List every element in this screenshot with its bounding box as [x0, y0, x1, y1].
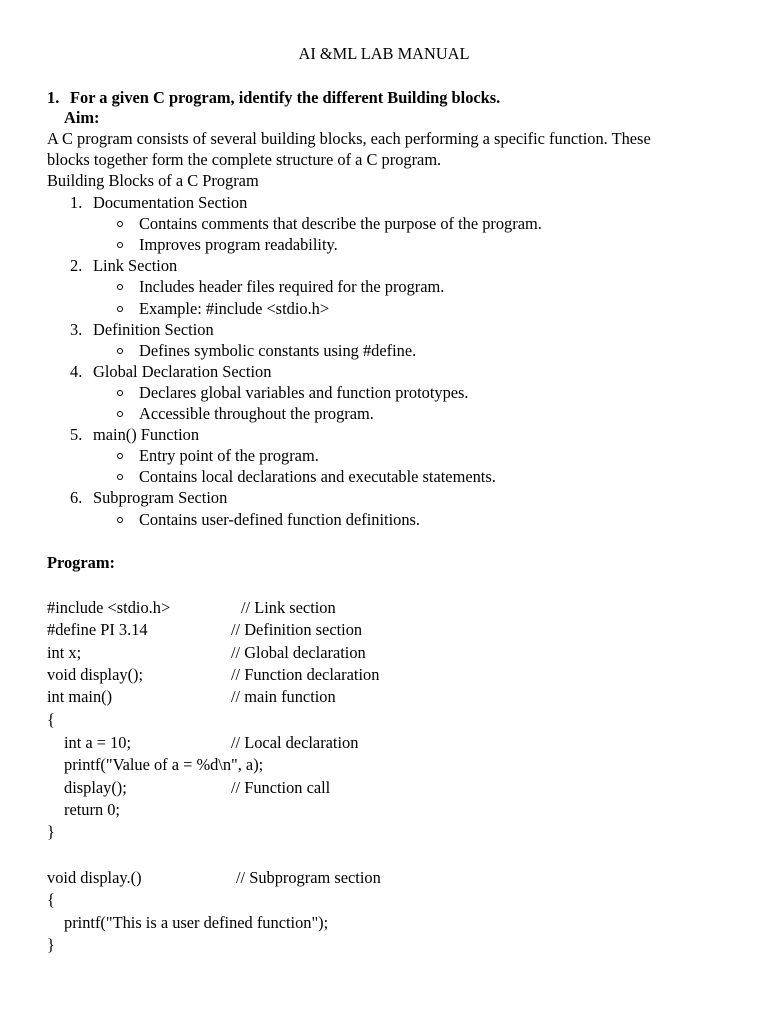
section-title: Definition Section: [93, 320, 214, 339]
bullet-icon: [117, 474, 123, 480]
code-line: void display();: [47, 665, 144, 684]
section-point: Contains local declarations and executable statements.: [139, 467, 496, 486]
code-line: int x;: [47, 643, 82, 662]
section-point: Entry point of the program.: [139, 446, 319, 465]
code-comment: // Subprogram section: [236, 868, 381, 887]
code-line: printf("This is a user defined function");: [64, 913, 329, 932]
section-point: Example: #include <stdio.h>: [139, 299, 330, 318]
document-title: AI &ML LAB MANUAL: [298, 44, 470, 63]
code-line: void display.(): [47, 868, 142, 887]
bullet-icon: [117, 453, 123, 459]
section-point: Accessible throughout the program.: [139, 404, 374, 423]
section-point: Contains comments that describe the purpose of the program.: [139, 214, 542, 233]
section-number: 2.: [70, 256, 83, 275]
code-line: display();: [64, 778, 127, 797]
code-line: #define PI 3.14: [47, 620, 148, 639]
code-line: return 0;: [64, 800, 120, 819]
code-comment: // Function declaration: [231, 665, 380, 684]
section-point: Improves program readability.: [139, 235, 338, 254]
section-title: Global Declaration Section: [93, 362, 272, 381]
bullet-icon: [117, 306, 123, 312]
bullet-icon: [117, 411, 123, 417]
code-comment: // Link section: [241, 598, 336, 617]
section-title: Link Section: [93, 256, 178, 275]
code-line: }: [47, 822, 55, 841]
section-title: Subprogram Section: [93, 488, 228, 507]
code-comment: // main function: [231, 687, 336, 706]
bullet-icon: [117, 390, 123, 396]
task-heading: For a given C program, identify the different Building blocks.: [70, 88, 501, 107]
section-point: Declares global variables and function prototypes.: [139, 383, 469, 402]
code-line: }: [47, 935, 55, 954]
section-title: Documentation Section: [93, 193, 248, 212]
program-label: Program:: [47, 553, 115, 572]
code-line: {: [47, 890, 55, 909]
section-number: 5.: [70, 425, 83, 444]
section-number: 3.: [70, 320, 83, 339]
bullet-icon: [117, 284, 123, 290]
section-number: 1.: [70, 193, 83, 212]
code-line: #include <stdio.h>: [47, 598, 171, 617]
section-title: main() Function: [93, 425, 200, 444]
aim-label: Aim:: [64, 108, 100, 127]
section-point: Defines symbolic constants using #define.: [139, 341, 417, 360]
bullet-icon: [117, 517, 123, 523]
code-line: {: [47, 710, 55, 729]
blocks-heading: Building Blocks of a C Program: [47, 171, 259, 190]
section-number: 6.: [70, 488, 83, 507]
aim-text-line-1: A C program consists of several building blocks, each performing a specific function. These: [47, 129, 651, 148]
section-number: 4.: [70, 362, 83, 381]
section-point: Includes header files required for the program.: [139, 277, 445, 296]
code-comment: // Global declaration: [231, 643, 366, 662]
task-number: 1.: [47, 88, 60, 107]
code-comment: // Local declaration: [231, 733, 359, 752]
code-comment: // Function call: [231, 778, 331, 797]
bullet-icon: [117, 348, 123, 354]
aim-text-line-2: blocks together form the complete structure of a C program.: [47, 150, 442, 169]
bullet-icon: [117, 221, 123, 227]
section-point: Contains user-defined function definitions.: [139, 510, 420, 529]
code-line: int a = 10;: [64, 733, 132, 752]
code-line: printf("Value of a = %d\n", a);: [64, 755, 264, 774]
code-line: int main(): [47, 687, 113, 706]
bullet-icon: [117, 242, 123, 248]
code-comment: // Definition section: [231, 620, 363, 639]
